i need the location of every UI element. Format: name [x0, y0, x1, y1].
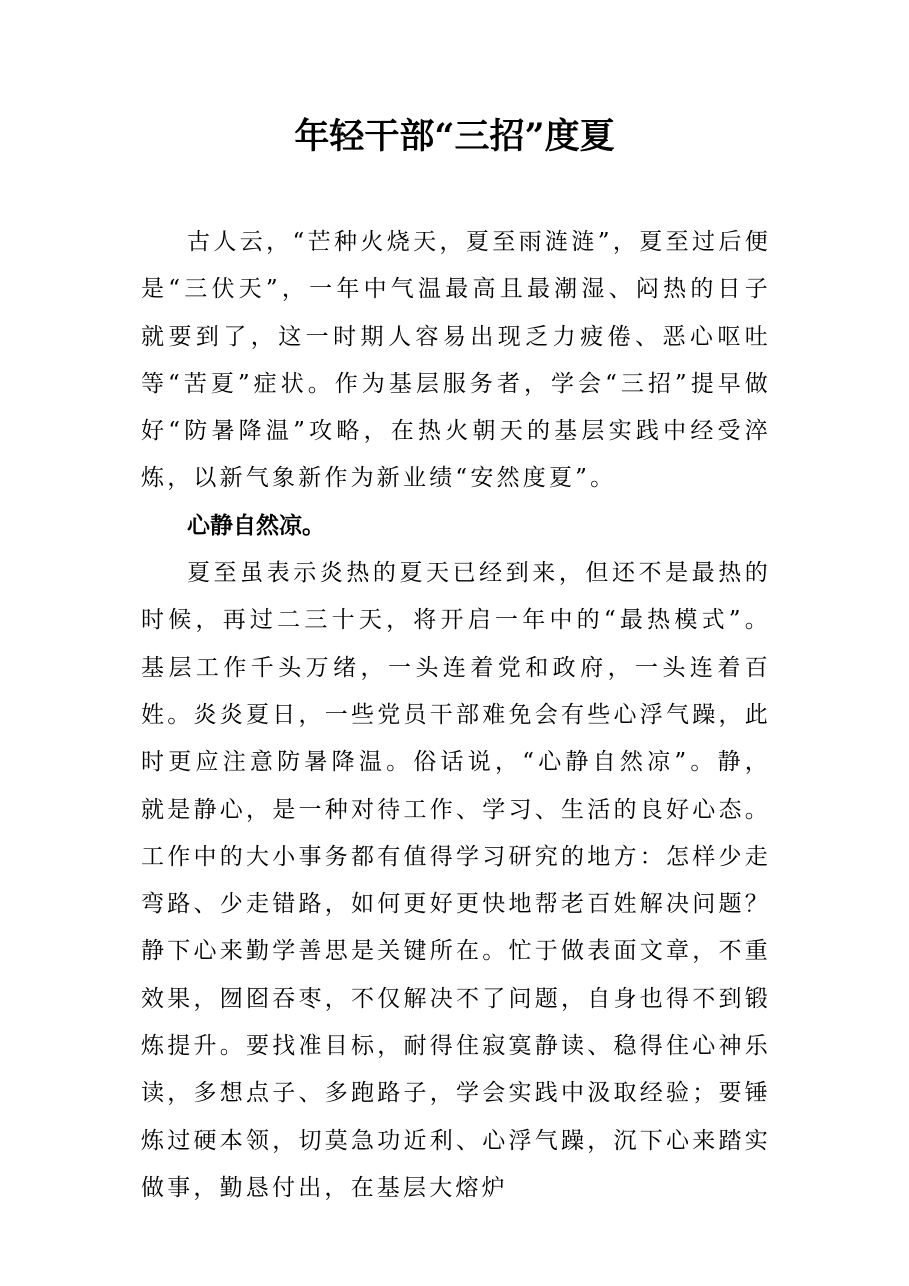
document-title: 年轻干部“三招”度夏	[294, 116, 615, 157]
section-heading: 心静自然凉。	[187, 512, 325, 539]
section-paragraph: 夏至虽表示炎热的夏天已经到来，但还不是最热的时候，再过二三十天，将开启一年中的“最热模式”。基层工作千头万绪，一头连着党和政府，一头连着百姓。炎炎夏日，一些党员干部难免会有些心浮气躁，此时更应注意防暑降温。俗话说，“心静自然凉”。静，就是静心，是一种对待工作、学习、生活的良好心态。工作中的大小事务都有值得学习研究的地方：怎样少走弯路、少走错路，如何更好更快地帮老百姓解决问题？静下心来勤学善思是关键所在。忙于做表面文章，不重效果，囫囵吞枣，不仅解决不了问题，自身也得不到锻炼提升。要找准目标，耐得住寂寞静读、稳得住心神乐读，多想点子、多跑路子，学会实践中汲取经验；要锤炼过硬本领，切莫急功近利、心浮气躁，沉下心来踏实做事，勤恳付出，在基层大熔炉	[141, 560, 771, 1201]
document-body	[141, 219, 771, 1212]
intro-paragraph: 古人云，“芒种火烧天，夏至雨涟涟”，夏至过后便是“三伏天”，一年中气温最高且最潮湿、闷热的日子就要到了，这一时期人容易出现乏力疲倦、恶心呕吐等“苦夏”症状。作为基层服务者，学会“三招”提早做好“防暑降温”攻略，在热火朝天的基层实践中经受淬炼，以新气象新作为新业绩“安然度夏”。	[141, 229, 771, 492]
